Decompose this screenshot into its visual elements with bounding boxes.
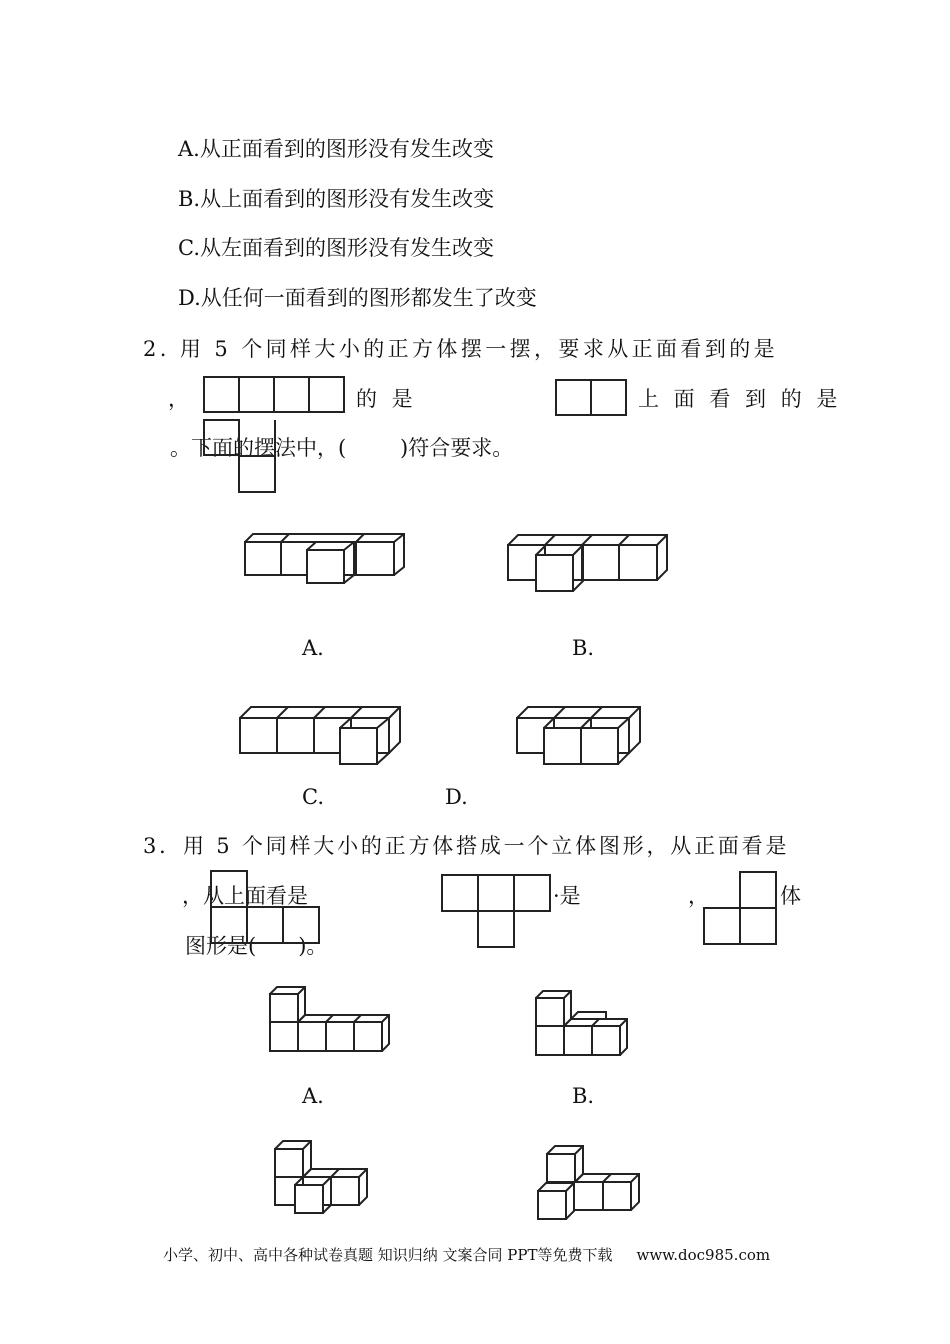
q1-option-c: C.从左面看到的图形没有发生改变 [178,236,494,260]
q2-option-a-figure [244,533,409,585]
q2-line3-end: )符合要求。 [400,436,514,460]
q3-option-a-figure [269,986,394,1054]
q2-top-view-figure [555,379,629,417]
q2-comma: ， [168,387,189,411]
q2-option-a-label: A. [302,636,324,660]
q3-top-view-figure [441,874,553,949]
q2-option-b-label: B. [572,636,595,660]
q3-line1: 3．用 5 个同样大小的正方体搭成一个立体图形，从正面看是 [143,834,790,858]
q2-mid1: 的 是 [356,387,417,411]
q1-option-a: A.从正面看到的图形没有发生改变 [178,137,494,161]
q2-option-b-figure [507,533,672,595]
q2-option-d-label: D. [445,785,468,809]
q3-option-c-figure [274,1140,374,1216]
footer [163,1244,770,1266]
q3-ti: 体 [780,884,801,908]
q3-option-b-figure [535,990,633,1058]
q3-line3: 图形是( )。 [185,934,328,958]
q1-option-d: D.从任何一面看到的图形都发生了改变 [178,286,537,310]
q2-option-c-label: C. [302,785,324,809]
q3-comma2: ， [688,884,709,908]
q3-dot-shi: ·是 [553,884,581,908]
q3-option-d-figure [537,1144,641,1222]
footer-url[interactable]: www.doc985.com [636,1246,771,1264]
q2-mid2: 上 面 看 到 的 是 [638,387,842,411]
q3-option-a-label: A. [302,1084,324,1108]
q3-front-view-figure [210,870,322,945]
footer-text: 小学、初中、高中各种试卷真题 知识归纳 文案合同 PPT等免费下载 [163,1246,613,1264]
q2-line1: 2. 用 5 个同样大小的正方体摆一摆，要求从正面看到的是 [143,337,779,361]
q2-option-d-figure [516,705,646,767]
q2-option-c-figure [239,705,404,767]
q3-comma1: ，从上面看是 [182,884,308,908]
q1-option-b: B.从上面看到的图形没有发生改变 [178,187,495,211]
q3-left-view-figure [703,871,779,946]
q2-front-view-figure [203,376,348,494]
q2-line3-start: 。下面的摆法中，( [170,436,347,460]
q3-option-b-label: B. [572,1084,595,1108]
